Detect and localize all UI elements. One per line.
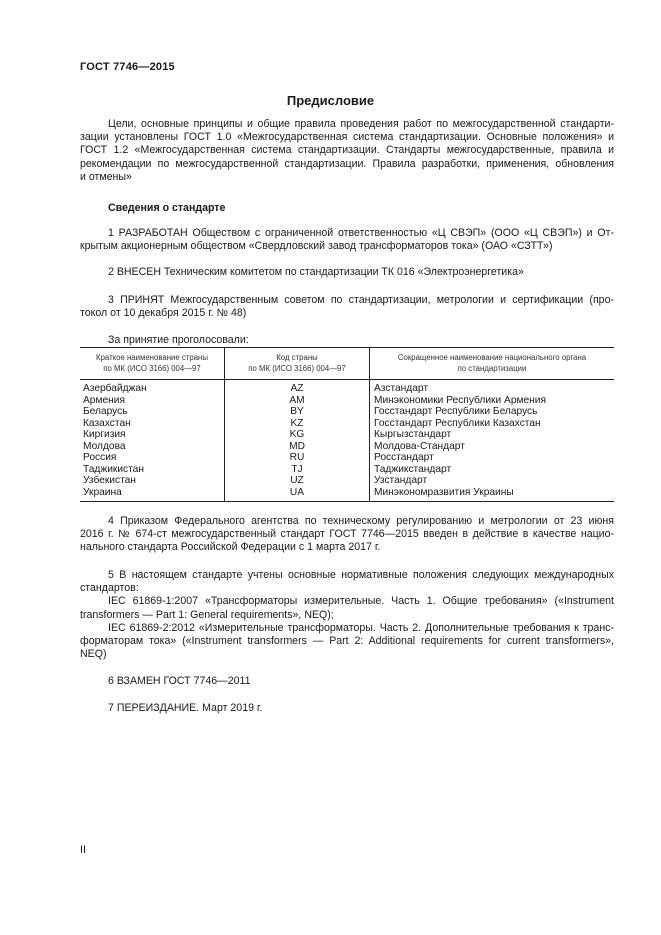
cell-code: BY: [225, 406, 370, 418]
item-5: [80, 569, 614, 661]
table-row: [80, 429, 614, 441]
cell-code: KZ: [225, 418, 370, 430]
table-row: [80, 406, 614, 418]
table-row: [80, 475, 614, 487]
item-2: [80, 266, 614, 278]
header-national-body: Сокращенное наименование национального органа по стандартизации: [370, 348, 615, 380]
cell-body: Минэкономразвития Украины: [374, 486, 514, 498]
item-4-line: 4 Приказом Федерального агентства по техническому регулированию и метрологии от 23 июня: [108, 515, 614, 527]
cell-code: TJ: [225, 464, 370, 476]
header-country-name: Краткое наименование страны по МК (ИСО 3166) 004—97: [80, 348, 225, 380]
item-3-line: 3 ПРИНЯТ Межгосударственным советом по стандартизации, метрологии и сертификации (про-: [108, 294, 614, 306]
cell-country: Казахстан: [80, 418, 225, 430]
header-country-code: Код страны по МК (ИСО 3166) 004—97: [225, 348, 370, 380]
item-1: [80, 227, 614, 253]
item-1-line: крытым акционерным обществом «Свердловский завод трансформаторов тока» (ОАО «СЗТТ»): [80, 240, 553, 253]
table-row: [80, 487, 614, 502]
item-4-line: 2016 г. № 674-ст межгосударственный стандарт ГОСТ 7746—2015 введен в действие в качестве нацио-: [80, 528, 614, 541]
cell-body: Таджикстандарт: [374, 463, 452, 475]
cell-code: AM: [225, 395, 370, 407]
intro-line: ГОСТ 1.2 «Межгосударственная система стандартизации. Стандарты межгосударственные, правила и: [80, 144, 614, 157]
item-5-line: стандартов:: [80, 582, 139, 595]
cell-country: Молдова: [80, 441, 225, 453]
intro-line: Цели, основные принципы и общие правила проведения работ по межгосударственной стандарти-: [108, 118, 614, 130]
cell-code: AZ: [225, 380, 370, 395]
page-number: II: [80, 844, 87, 856]
cell-code: MD: [225, 441, 370, 453]
table-row: [80, 464, 614, 476]
votes-intro: За принятие проголосовали:: [108, 334, 249, 346]
section-subheading: Сведения о стандарте: [108, 202, 226, 214]
cell-code: UA: [225, 487, 370, 502]
item-5-iec1-line: IEC 61869-1:2007 «Трансформаторы измерительные. Часть 1. Общие требования» («Instrument: [108, 595, 614, 608]
intro-line: зации установлены ГОСТ 1.0 «Межгосударственная система стандартизации. Основные положения» и: [80, 131, 614, 144]
cell-country: Киргизия: [80, 429, 225, 441]
item-4: [80, 515, 614, 555]
intro-paragraph: [80, 118, 614, 184]
cell-code: UZ: [225, 475, 370, 487]
cell-country: Таджикистан: [80, 464, 225, 476]
item-6: 6 ВЗАМЕН ГОСТ 7746—2011: [108, 675, 251, 687]
cell-body: Узстандарт: [374, 475, 428, 486]
item-5-line: 5 В настоящем стандарте учтены основные нормативные положения следующих международных: [108, 569, 614, 581]
cell-country: Азербайджан: [80, 380, 225, 395]
intro-line: и отмены»: [80, 170, 132, 183]
cell-country: Армения: [80, 395, 225, 407]
item-5-iec1-line: transformers — Part 1: General requirements», NEQ);: [80, 608, 334, 621]
item-4-line: нального стандарта Российской Федерации с 1 марта 2017 г.: [80, 541, 381, 554]
cell-country: Россия: [80, 452, 225, 464]
cell-country: Украина: [80, 487, 225, 502]
cell-body: Росстандарт: [374, 452, 434, 463]
item-5-iec2-line: форматорам тока» («Instrument transformers — Part 2: Additional requirements for current transformers»,: [80, 635, 614, 648]
cell-code: KG: [225, 429, 370, 441]
table-row: [80, 441, 614, 453]
cell-body: Госстандарт Республики Казахстан: [374, 417, 541, 429]
item-5-iec2-line: IEC 61869-2:2012 «Измерительные трансформаторы. Часть 2. Дополнительные требования к транс-: [108, 621, 614, 634]
cell-body: Кыргызстандарт: [374, 429, 452, 440]
item-3: [80, 294, 614, 320]
voting-table: [80, 347, 614, 502]
cell-country: Беларусь: [80, 406, 225, 418]
table-row: [80, 380, 614, 395]
cell-body: Азстандарт: [374, 383, 429, 394]
item-7: 7 ПЕРЕИЗДАНИЕ. Март 2019 г.: [108, 702, 263, 714]
item-2-text: 2 ВНЕСЕН Техническим комитетом по стандартизации ТК 016 «Электроэнергетика»: [108, 266, 524, 278]
document-header: ГОСТ 7746—2015: [80, 61, 175, 73]
cell-body: Госстандарт Республики Беларусь: [374, 406, 538, 417]
cell-body: Минэкономики Республики Армения: [374, 394, 546, 406]
cell-body: Молдова-Стандарт: [374, 440, 465, 452]
page-title: Предисловие: [286, 93, 375, 108]
item-5-iec2-line: NEQ): [80, 648, 107, 661]
intro-line: рекомендации по межгосударственной стандартизации. Правила разработки, применения, обновления: [80, 157, 614, 170]
table-row: [80, 418, 614, 430]
table-row: [80, 395, 614, 407]
table-header-row: [80, 348, 614, 380]
cell-code: RU: [225, 452, 370, 464]
item-1-line: 1 РАЗРАБОТАН Обществом с ограниченной ответственностью «Ц СВЭП» (ООО «Ц СВЭП») и От-: [108, 227, 614, 239]
cell-country: Узбекистан: [80, 475, 225, 487]
item-3-line: токол от 10 декабря 2015 г. № 48): [80, 307, 247, 320]
table-row: [80, 452, 614, 464]
